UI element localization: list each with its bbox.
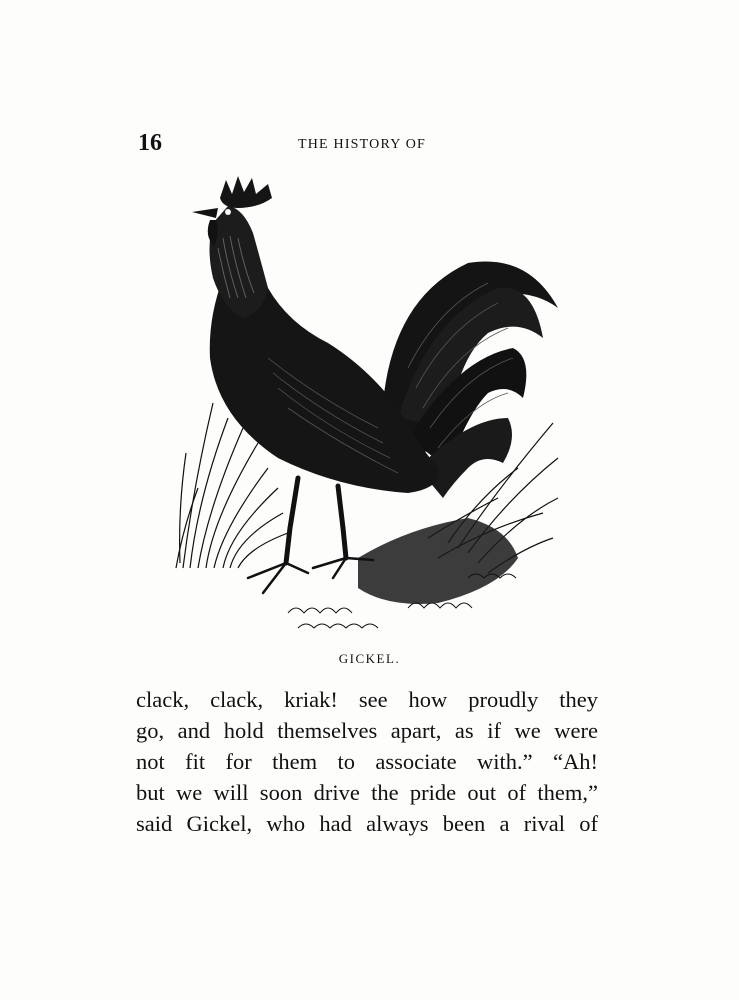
rooster-legs <box>286 478 346 563</box>
ground-patch <box>358 518 518 604</box>
illustration-caption: GICKEL. <box>338 651 401 666</box>
page-number: 16 <box>138 130 162 156</box>
rooster-eye <box>225 209 231 215</box>
text-line: but we will soon drive the pride out of them,” <box>136 780 598 805</box>
rooster-comb <box>220 176 272 208</box>
running-head <box>138 128 608 160</box>
text-line: said Gickel, who had always been a rival of <box>136 811 598 836</box>
rooster-toes <box>248 558 373 593</box>
rooster-engraving-icon <box>168 168 568 638</box>
text-line: not fit for them to associate with.” “Ah! <box>136 749 598 774</box>
running-title: THE HISTORY OF <box>298 137 427 152</box>
text-line: go, and hold themselves apart, as if we were <box>136 718 598 743</box>
body-text <box>136 684 598 839</box>
rooster-beak <box>192 208 218 218</box>
text-line: clack, clack, kriak! see how proudly they <box>136 687 598 712</box>
rooster-illustration <box>168 168 568 638</box>
